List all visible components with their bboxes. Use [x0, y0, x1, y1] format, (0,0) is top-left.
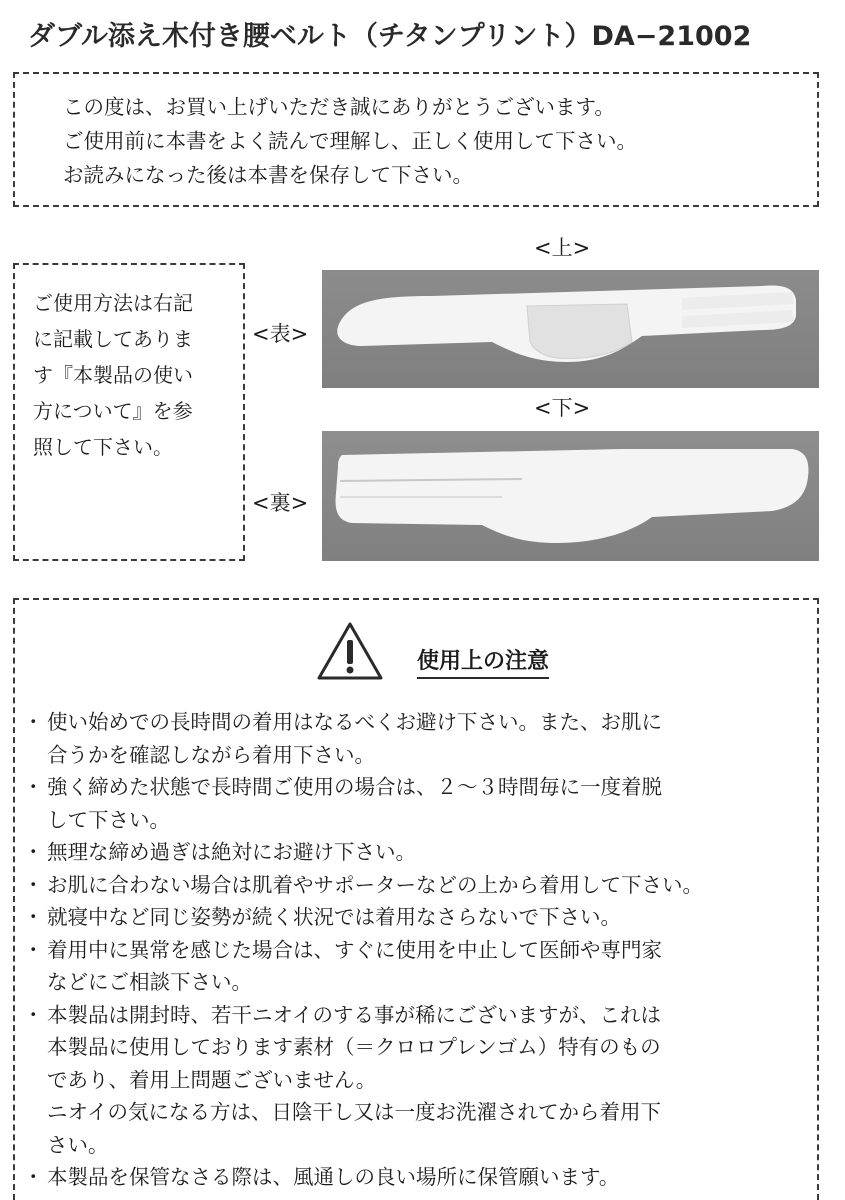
caution-item-continuation: して下さい。: [47, 807, 170, 832]
caution-item: [23, 706, 813, 739]
caution-item: [23, 901, 813, 934]
intro-line: ご使用前に本書をよく読んで理解し、正しく使用して下さい。: [63, 129, 637, 153]
belt-back-photo: [322, 431, 819, 561]
side-line: 照して下さい。: [33, 435, 173, 459]
usage-reference-box: [13, 263, 245, 561]
caution-title: 使用上の注意: [417, 644, 549, 679]
caution-item-continuation: 合うかを確認しながら着用下さい。: [47, 742, 375, 767]
caution-item-continuation: などにご相談下さい。: [47, 970, 252, 994]
belt-back-illustration: [322, 431, 819, 561]
intro-line: お読みになった後は本書を保存して下さい。: [63, 163, 473, 187]
document-title: ダブル添え木付き腰ベルト（チタンプリント）DA−21002: [28, 21, 752, 52]
bullet-icon: ・: [23, 1165, 44, 1189]
side-line: す『本製品の使い: [33, 363, 193, 387]
caution-item: [23, 771, 813, 804]
bullet-icon: ・: [23, 1002, 44, 1027]
side-line: 方について』を参: [33, 399, 193, 423]
caution-item-text: 就寝中など同じ姿勢が続く状況では着用なさらないで下さい。: [47, 905, 621, 929]
bullet-icon: ・: [23, 775, 44, 799]
belt-front-illustration: [322, 270, 819, 388]
caution-item: [23, 999, 813, 1032]
caution-item: [23, 1161, 813, 1194]
caution-item: [23, 869, 813, 902]
caution-item-text: 着用中に異常を感じた場合は、すぐに使用を中止して医師や専門家: [47, 937, 662, 962]
bottom-label: <下>: [534, 396, 591, 420]
belt-front-photo: [322, 270, 819, 388]
caution-item: [23, 934, 813, 967]
caution-item-continuation: 本製品に使用しております素材（＝クロロプレンゴム）特有のもの: [47, 1035, 661, 1059]
side-line: ご使用方法は右記: [33, 291, 193, 315]
caution-box: [13, 598, 819, 1200]
caution-item-continuation: ニオイの気になる方は、日陰干し又は一度お洗濯されてから着用下: [47, 1100, 661, 1124]
intro-box: [13, 72, 819, 207]
caution-item-continuation: さい。: [47, 1132, 109, 1157]
side-line: に記載してありま: [33, 327, 193, 351]
front-label: <表>: [252, 322, 309, 346]
bullet-icon: ・: [23, 872, 44, 897]
caution-item-text: 本製品を保管なさる際は、風通しの良い場所に保管願います。: [47, 1165, 620, 1189]
bullet-icon: ・: [23, 905, 44, 929]
usage-reference-text: [33, 285, 193, 465]
caution-item-text: 強く締めた状態で長時間ご使用の場合は、２〜３時間毎に一度着脱: [47, 775, 662, 799]
intro-line: この度は、お買い上げいただき誠にありがとうございます。: [63, 95, 615, 119]
caution-item-text: 本製品は開封時、若干ニオイのする事が稀にございますが、これは: [47, 1002, 661, 1027]
top-label: <上>: [534, 236, 591, 260]
caution-item-text: 使い始めでの長時間の着用はなるべくお避け下さい。また、お肌に: [47, 710, 662, 734]
caution-item-text: お肌に合わない場合は肌着やサポーターなどの上から着用して下さい。: [47, 872, 703, 897]
warning-icon: [315, 620, 385, 682]
caution-item: [23, 836, 813, 869]
bullet-icon: ・: [23, 937, 44, 962]
back-label: <裏>: [252, 491, 309, 515]
caution-item-text: 無理な締め過ぎは絶対にお避け下さい。: [47, 840, 416, 864]
bullet-icon: ・: [23, 710, 44, 734]
intro-text: [63, 90, 637, 192]
caution-list: [23, 706, 813, 1194]
bullet-icon: ・: [23, 840, 44, 864]
caution-item-continuation: であり、着用上問題ございません。: [47, 1067, 377, 1092]
